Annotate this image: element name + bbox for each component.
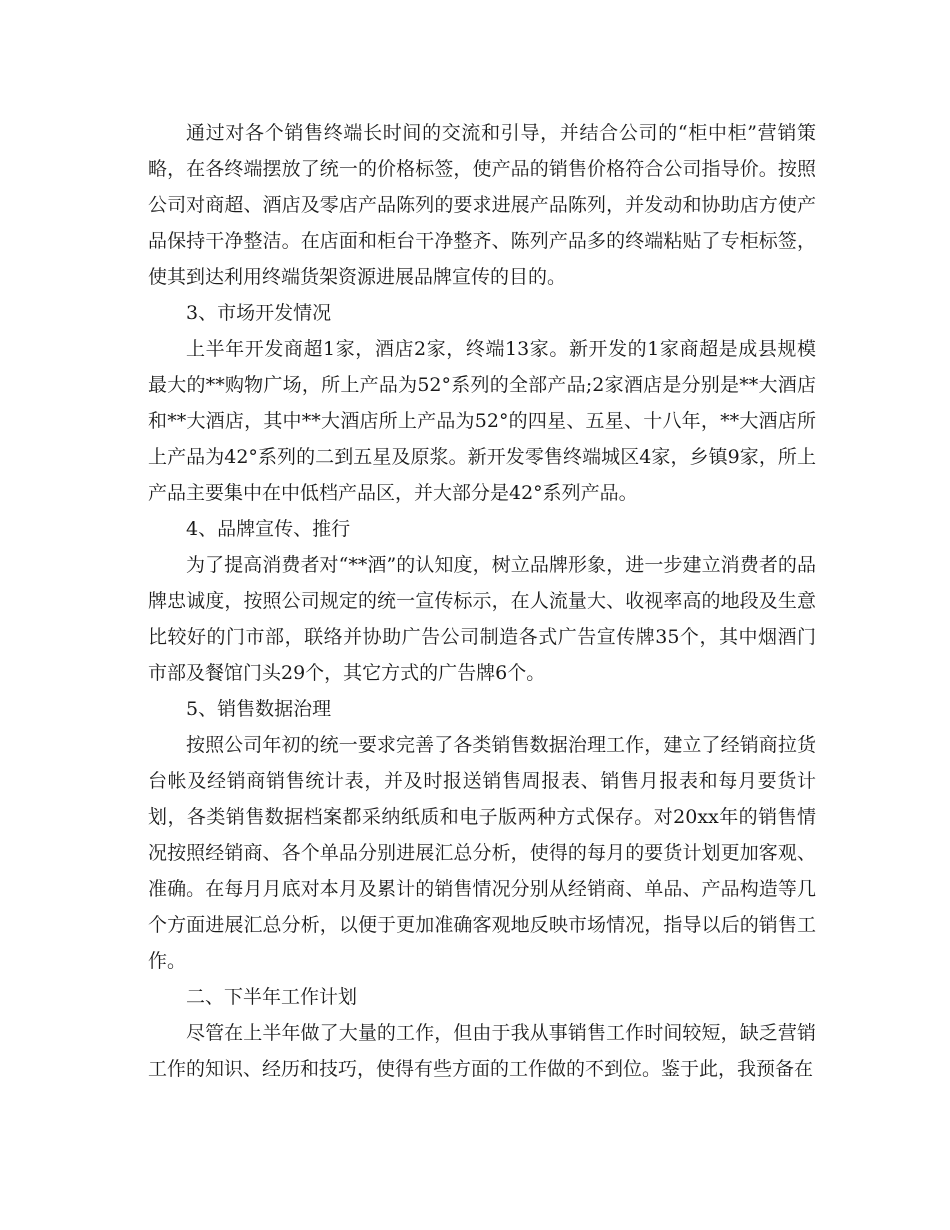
heading-brand-promotion: 4、品牌宣传、推行	[186, 518, 351, 540]
paragraph-second-half-plan: 尽管在上半年做了大量的工作，但由于我从事销售工作时间较短，缺乏营销工作的知识、经历和技巧，使得有些方面的工作做的不到位。鉴于此，我预备在	[148, 1022, 816, 1080]
paragraph-brand-promotion: 为了提高消费者对“**酒”的认知度，树立品牌形象，进一步建立消费者的品牌忠诚度，按照公司规定的统一宣传标示，在人流量大、收视率高的地段及生意比较好的门市部，联络并协助广告公司制造各式广告宣传牌35个，其中烟酒门市部及餐馆门头29个，其它方式的广告牌6个。	[148, 554, 816, 684]
paragraph-sales-data: 按照公司年初的统一要求完善了各类销售数据治理工作，建立了经销商拉货台帐及经销商销售统计表，并及时报送销售周报表、销售月报表和每月要货计划，各类销售数据档案都采纳纸质和电子版两种方式保存。对20xx年的销售情况按照经销商、各个单品分别进展汇总分析，使得的每月的要货计划更加客观、准确。在每月月底对本月及累计的销售情况分别从经销商、单品、产品构造等几个方面进展汇总分析，以便于更加准确客观地反映市场情况，指导以后的销售工作。	[148, 734, 816, 972]
paragraph-market-development: 上半年开发商超1家，酒店2家，终端13家。新开发的1家商超是成县规模最大的**购物广场，所上产品为52°系列的全部产品;2家酒店是分别是**大酒店和**大酒店，其中**大酒店所上产品为52°的四星、五星、十八年，**大酒店所上产品为42°系列的二到五星及原浆。新开发零售终端城区4家，乡镇9家，所上产品主要集中在中低档产品区，并大部分是42°系列产品。	[148, 338, 816, 504]
document-body	[148, 115, 816, 1087]
heading-sales-data: 5、销售数据治理	[186, 698, 332, 720]
heading-second-half-plan: 二、下半年工作计划	[186, 986, 358, 1008]
heading-market-development: 3、市场开发情况	[186, 302, 332, 324]
paragraph-terminal-display: 通过对各个销售终端长时间的交流和引导，并结合公司的“柜中柜”营销策略，在各终端摆放了统一的价格标签，使产品的销售价格符合公司指导价。按照公司对商超、酒店及零店产品陈列的要求进展产品陈列，并发动和协助店方使产品保持干净整洁。在店面和柜台干净整齐、陈列产品多的终端粘贴了专柜标签，使其到达利用终端货架资源进展品牌宣传的目的。	[148, 122, 816, 288]
